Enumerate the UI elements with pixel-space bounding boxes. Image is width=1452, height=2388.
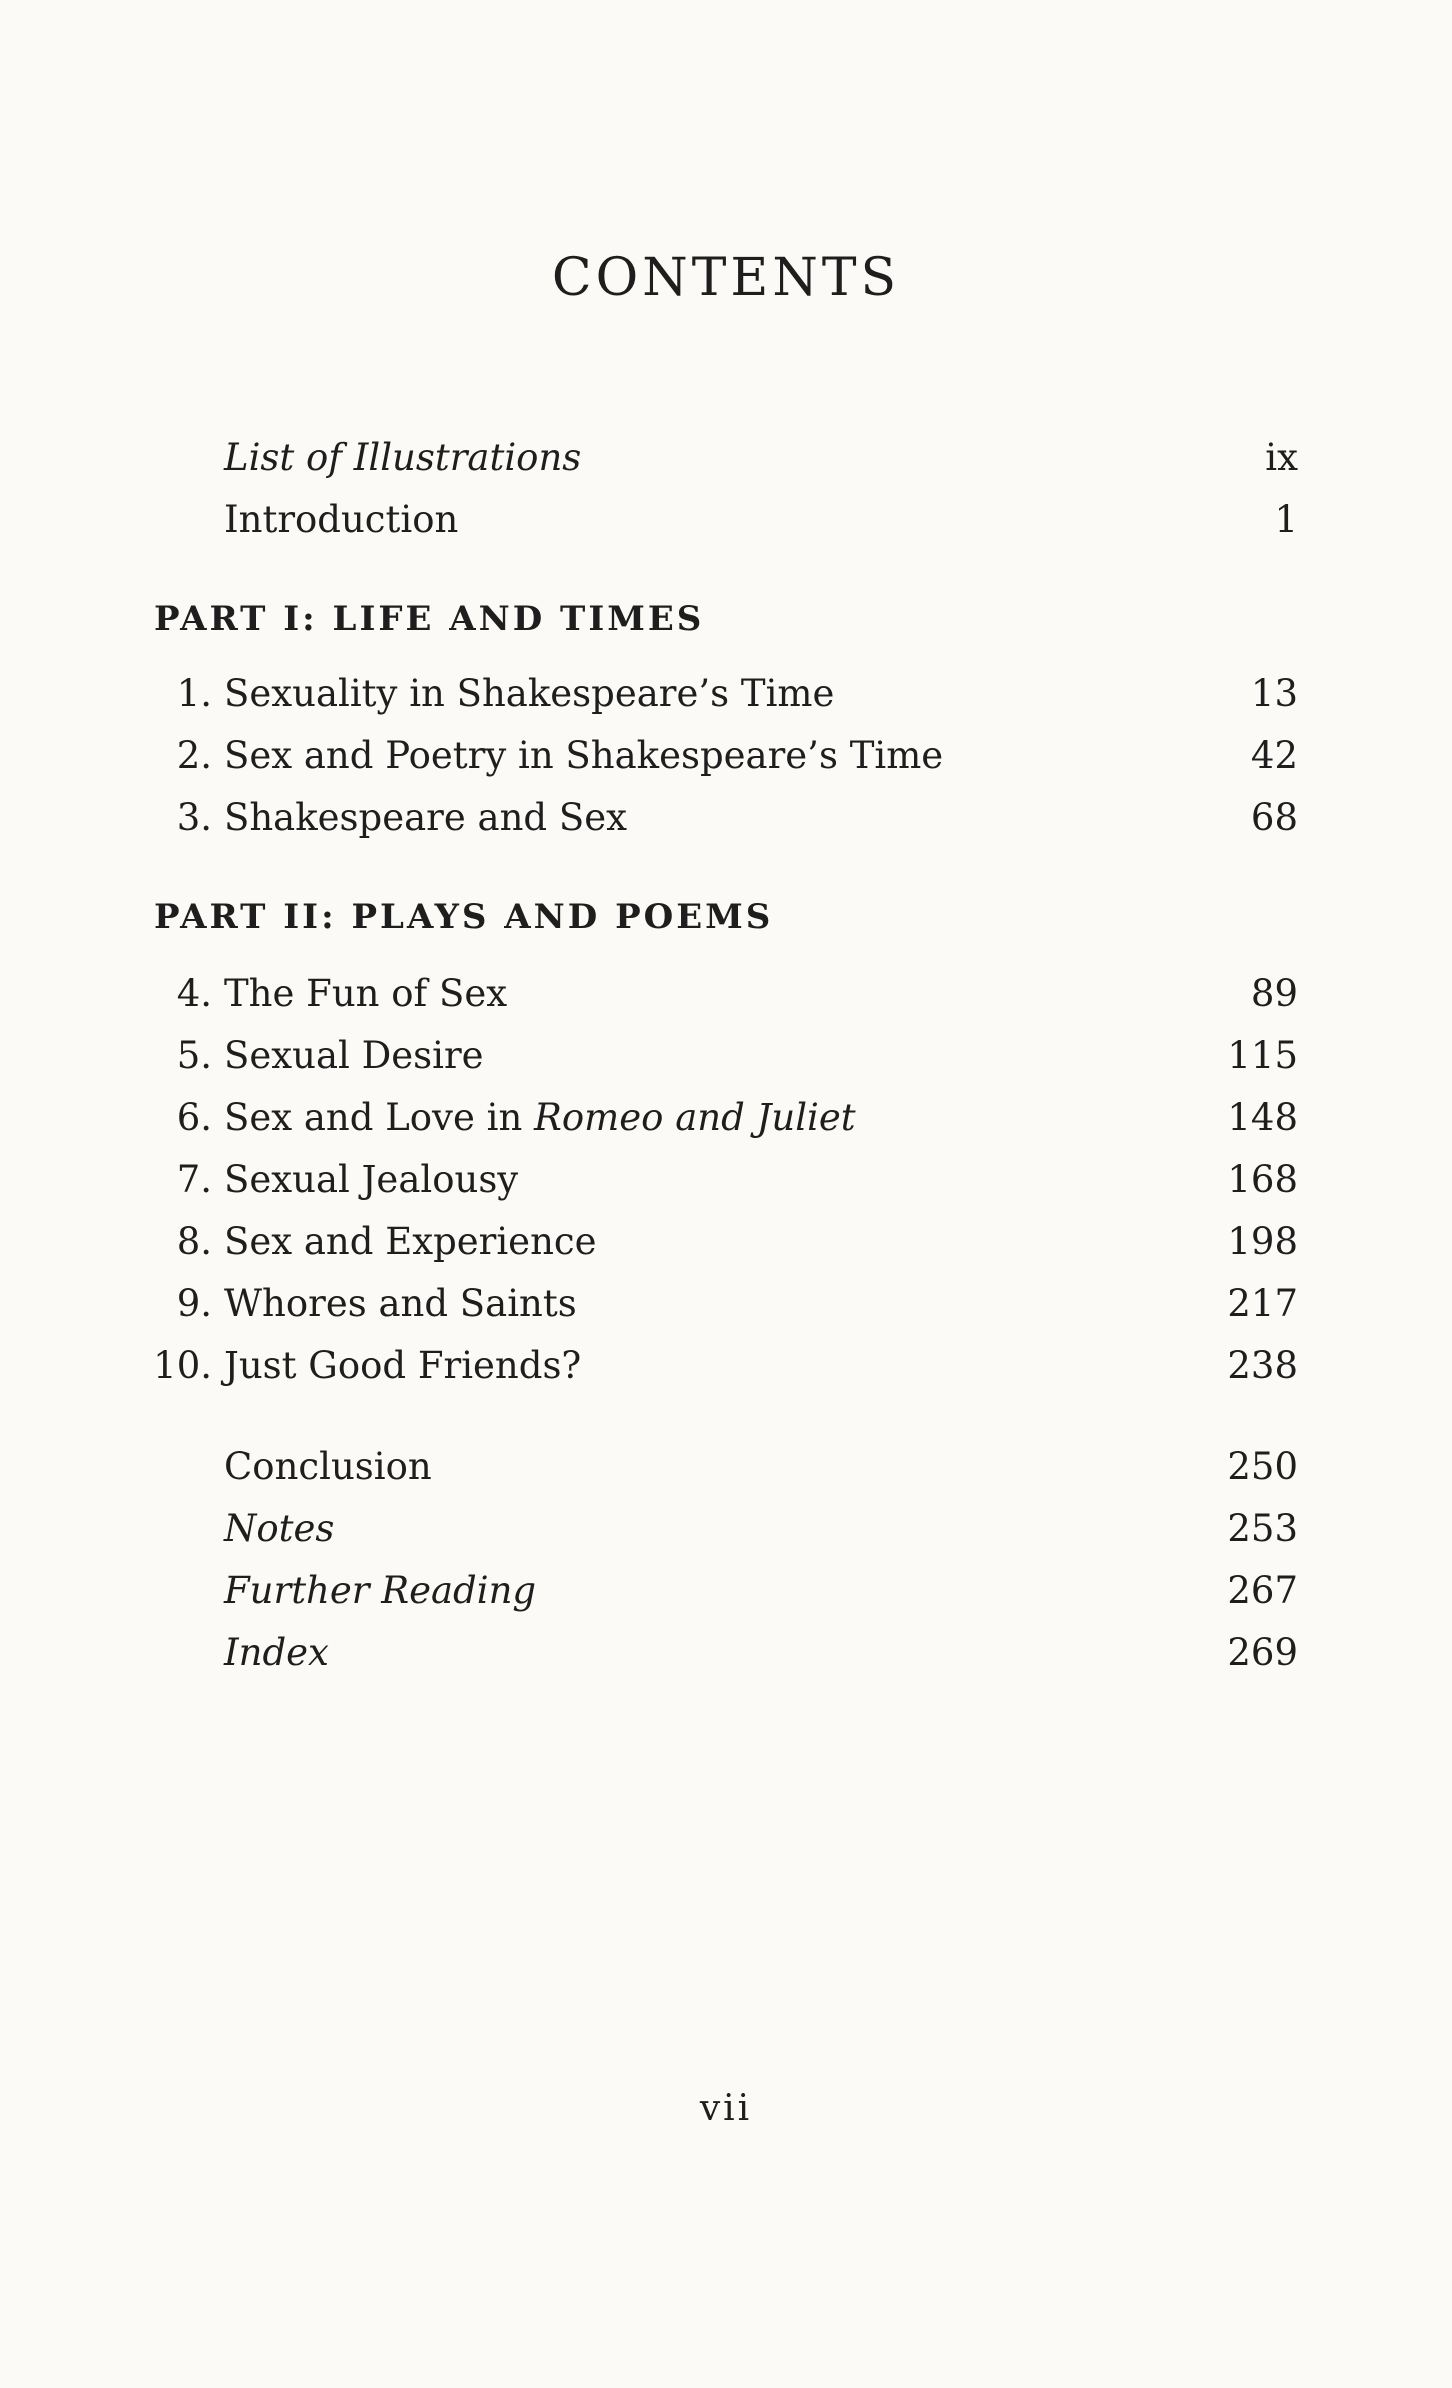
toc-entry-introduction[interactable] <box>140 495 1298 545</box>
entry-number: 6. <box>176 1096 212 1139</box>
page-number: vii <box>699 2088 753 2129</box>
entry-number: 7. <box>176 1158 212 1201</box>
entry-page: 217 <box>1227 1282 1298 1325</box>
toc-entry-chapter-2[interactable] <box>140 731 1298 781</box>
entry-title: Just Good Friends? <box>224 1344 582 1387</box>
entry-title: Conclusion <box>224 1445 432 1488</box>
entry-page: 68 <box>1250 796 1298 839</box>
page-title: CONTENTS <box>551 248 901 308</box>
entry-title: The Fun of Sex <box>224 972 508 1015</box>
entry-page: 148 <box>1227 1096 1298 1139</box>
entry-number: 8. <box>176 1220 212 1263</box>
toc-entry-chapter-4[interactable] <box>140 969 1298 1019</box>
entry-page: ix <box>1265 436 1298 479</box>
entry-title: Whores and Saints <box>224 1282 577 1325</box>
entry-title: Introduction <box>224 498 459 541</box>
entry-title: Further Reading <box>224 1569 537 1612</box>
entry-number: 10. <box>153 1344 212 1387</box>
entry-number: 5. <box>176 1034 212 1077</box>
toc-entry-index[interactable] <box>140 1628 1298 1678</box>
toc-entry-list-of-illustrations[interactable] <box>140 433 1298 483</box>
entry-page: 1 <box>1274 498 1298 541</box>
entry-title-work: Romeo and Juliet <box>534 1096 856 1139</box>
toc-entry-chapter-10[interactable] <box>140 1341 1298 1391</box>
part-heading-1: PART I: LIFE AND TIMES <box>154 599 705 639</box>
entry-title: Index <box>224 1631 329 1674</box>
entry-number: 1. <box>176 672 212 715</box>
entry-page: 115 <box>1227 1034 1298 1077</box>
entry-title: Sexuality in Shakespeare’s Time <box>224 672 835 715</box>
toc-entry-chapter-7[interactable] <box>140 1155 1298 1205</box>
entry-number: 2. <box>176 734 212 777</box>
toc-entry-conclusion[interactable] <box>140 1442 1298 1492</box>
toc-entry-chapter-5[interactable] <box>140 1031 1298 1081</box>
entry-number: 4. <box>176 972 212 1015</box>
entry-title <box>224 1093 856 1143</box>
entry-page: 267 <box>1227 1569 1298 1612</box>
entry-page: 253 <box>1227 1507 1298 1550</box>
toc-entry-chapter-6[interactable] <box>140 1093 1298 1143</box>
entry-page: 89 <box>1250 972 1298 1015</box>
entry-title: Sex and Experience <box>224 1220 597 1263</box>
toc-entry-chapter-9[interactable] <box>140 1279 1298 1329</box>
entry-title: Sexual Desire <box>224 1034 484 1077</box>
toc-entry-notes[interactable] <box>140 1504 1298 1554</box>
entry-page: 250 <box>1227 1445 1298 1488</box>
entry-page: 42 <box>1250 734 1298 777</box>
toc-entry-further-reading[interactable] <box>140 1566 1298 1616</box>
entry-page: 13 <box>1250 672 1298 715</box>
part-heading-2: PART II: PLAYS AND POEMS <box>154 897 774 937</box>
toc-entry-chapter-8[interactable] <box>140 1217 1298 1267</box>
entry-number: 3. <box>176 796 212 839</box>
entry-title: Sexual Jealousy <box>224 1158 519 1201</box>
entry-title-prefix: Sex and Love in <box>224 1096 535 1139</box>
entry-title: Notes <box>224 1507 335 1550</box>
entry-title: Shakespeare and Sex <box>224 796 627 839</box>
entry-page: 168 <box>1227 1158 1298 1201</box>
entry-title: Sex and Poetry in Shakespeare’s Time <box>224 734 944 777</box>
entry-page: 269 <box>1227 1631 1298 1674</box>
entry-page: 198 <box>1227 1220 1298 1263</box>
entry-title: List of Illustrations <box>224 436 582 479</box>
toc-entry-chapter-3[interactable] <box>140 793 1298 843</box>
entry-page: 238 <box>1227 1344 1298 1387</box>
toc-entry-chapter-1[interactable] <box>140 669 1298 719</box>
entry-number: 9. <box>176 1282 212 1325</box>
